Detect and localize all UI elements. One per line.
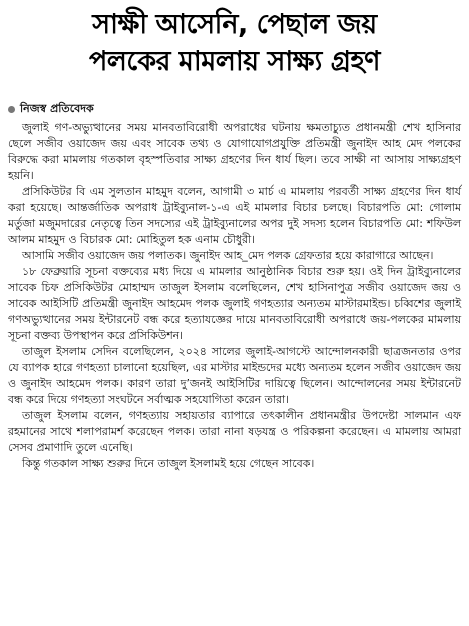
article-paragraph: কিন্তু গতকাল সাক্ষ্য শুরুর দিনে তাজুল ইসলামই হয়ে গেছেন সাবেক। xyxy=(22,457,315,470)
article-paragraph: তাজুল ইসলাম বলেন, গণহত্যায় সহায়তার ব্যাপারে তৎকালীন প্রধানমন্ত্রীর উপদেষ্টা সালমান এফ রহমানের সাথে শলাপরামর্শ করেছেন পলক। তারা নানা ষড়যন্ত্র ও পরিকল্পনা করেছেন। এ মামলায় আমরা সেসব প্রমাণাদি তুলে এনেছি। xyxy=(8,409,461,454)
article-paragraph: জুলাই গণ-অভ্যুত্থানের সময় মানবতাবিরোধী অপরাধের ঘটনায় ক্ষমতাচ্যুত প্রধানমন্ত্রী শেখ হাসিনার ছেলে সজীব ওয়াজেদ জয় এবং সাবেক তথ্য ও যোগাযোগপ্রযুক্তি প্রতিমন্ত্রী জুনাইদ আহ মেদ পলকের বিরুদ্ধে করা মামলায় গতকাল বৃহস্পতিবার সাক্ষ্য গ্রহণের দিন ধার্য ছিল। তবে সাক্ষী না আসায় সাক্ষ্যগ্রহণ হয়নি। xyxy=(8,121,461,182)
article-paragraph: ১৮ ফেব্রুয়ারি সূচনা বক্তব্যের মধ্য দিয়ে এ মামলার আনুষ্ঠানিক বিচার শুরু হয়। ওই দিন ট্রাইব্যুনালের সাবেক চিফ প্রসিকিউটর মোহাম্মদ তাজুল ইসলাম বলেছিলেন, শেখ হাসিনাপুত্র সজীব ওয়াজেদ জয় ও সাবেক আইসিটি প্রতিমন্ত্রী জুনাইদ আহমেদ পলক জুলাই গণহত্যার অন্যতম মাস্টারমাইন্ড। চব্বিশের জুলাই গণঅভ্যুত্থানের সময় ইন্টারনেট বন্ধ করে হত্যাযজ্ঞের দায়ে মানবতাবিরোধী অপরাধে জয়-পলকের মামলায় সূচনা বক্তব্য উপস্থাপন করে প্রসিকিউশন। xyxy=(8,265,461,342)
article-paragraph: আসামি সজীব ওয়াজেদ জয় পলাতক। জুনাইদ আহ_মেদ পলক গ্রেফতার হয়ে কারাগারে আছেন। xyxy=(22,249,434,262)
byline-text: নিজস্ব প্রতিবেদক xyxy=(20,101,94,115)
article-body xyxy=(8,120,461,472)
article-headline xyxy=(8,0,461,80)
bullet-icon xyxy=(8,106,15,113)
article-paragraph: প্রসিকিউটর বি এম সুলতান মাহমুদ বলেন, আগামী ৩ মার্চ এ মামলায় পরবর্তী সাক্ষ্য গ্রহণের দিন ধার্য করা হয়েছে। আন্তর্জাতিক অপরাধ ট্রাইব্যুনাল-১-এ এই মামলার বিচার চলছে। বিচারপতি মো: গোলাম মর্তুজা মজুমদারের নেতৃত্বে তিন সদস্যের এই ট্রাইব্যুনালের অপর দুই সদস্য হলেন বিচারপতি মো: শফিউল আলম মাহমুদ ও বিচারক মো: মোহিতুল হক এনাম চৌধুরী। xyxy=(8,185,461,246)
article-paragraph: তাজুল ইসলাম সেদিন বলেছিলেন, ২০২৪ সালের জুলাই-আগস্টে আন্দোলনকারী ছাত্রজনতার ওপর যে ব্যাপক হারে গণহত্যা চালানো হয়েছিল, এর মাস্টার মাইন্ডদের মধ্যে অন্যতম হলেন সজীব ওয়াজেদ জয় ও জুনাইদ আহমেদ পলক। কারণ তারা দু’জনই আইসিটির দায়িত্বে ছিলেন। আন্দোলনের সময় ইন্টারনেট বন্ধ করে দিয়ে গণহত্যা সংঘটনে সর্বাত্মক সহযোগিতা করেন তারা। xyxy=(8,345,461,406)
headline-line-2: পলকের মামলায় সাক্ষ্য গ্রহণ xyxy=(88,46,380,77)
byline xyxy=(8,102,461,116)
headline-line-1: সাক্ষী আসেনি, পেছাল জয় xyxy=(92,9,377,40)
